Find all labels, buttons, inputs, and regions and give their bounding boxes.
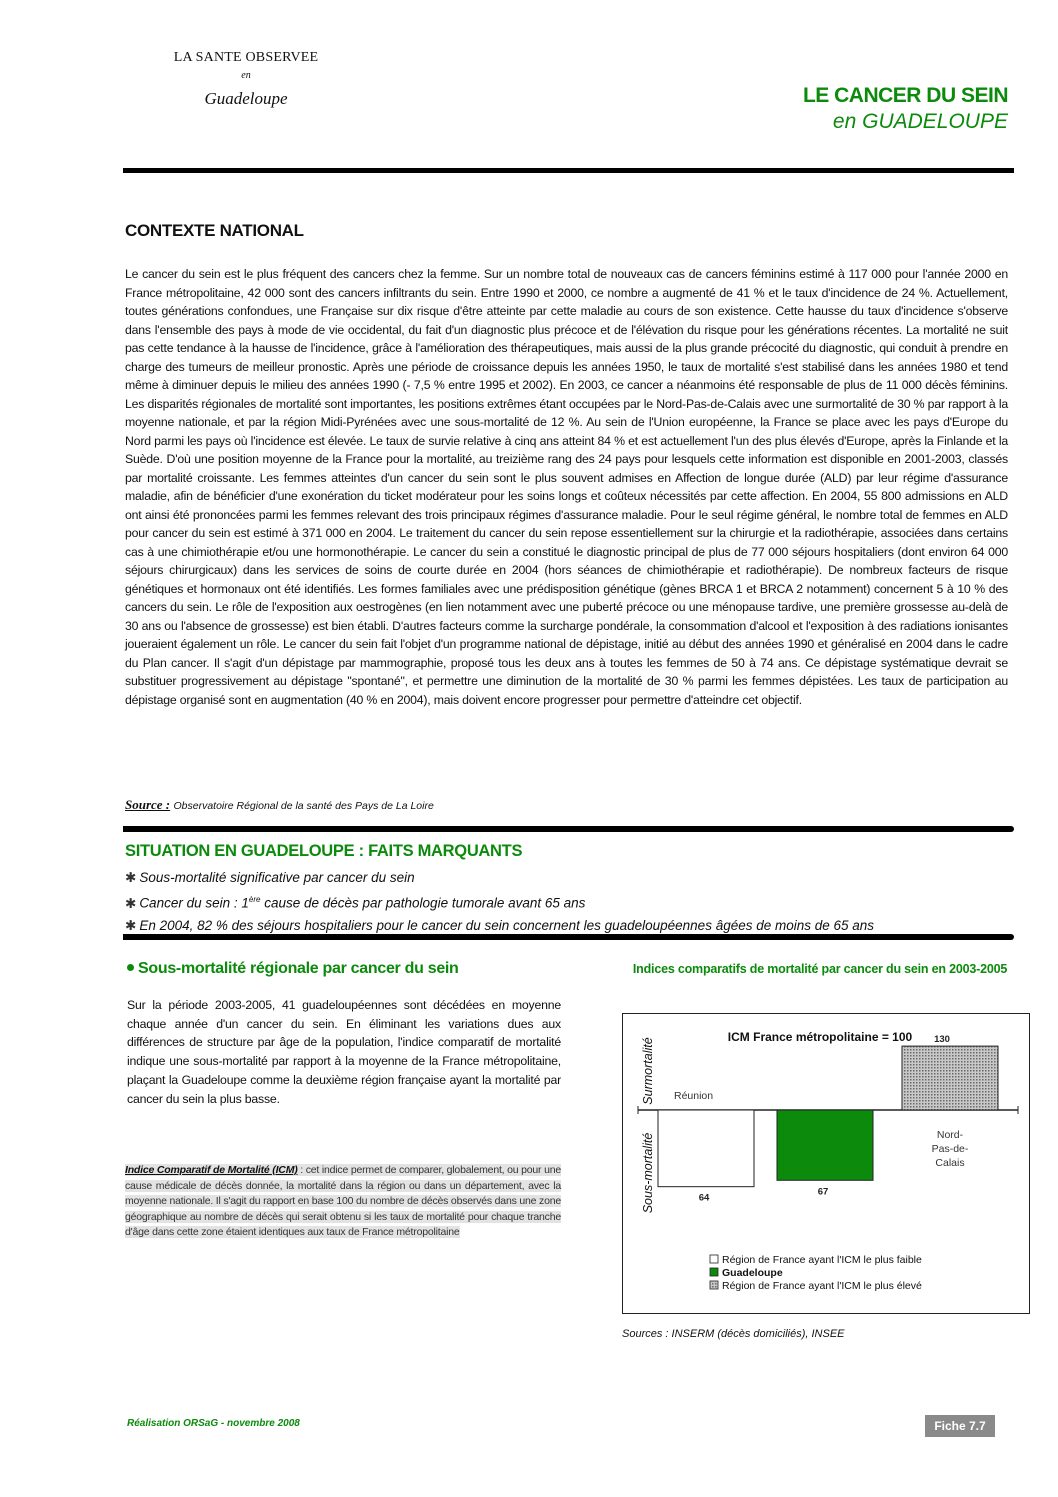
fiche-badge: Fiche 7.7 — [925, 1415, 995, 1437]
icm-term: Indice Comparatif de Mortalité (ICM) — [125, 1164, 298, 1176]
y-label-upper: Surmortalité — [641, 1037, 655, 1105]
fact-superscript: ère — [248, 895, 261, 904]
source-label: Source : — [125, 797, 171, 812]
source-line — [125, 797, 434, 813]
fact-text: En 2004, 82 % des séjours hospitaliers pour le cancer du sein concernent les guadeloupéennes âgées de moins de 65 ans — [139, 917, 875, 933]
legend-swatch — [710, 1281, 718, 1289]
fact-text: Sous-mortalité significative par cancer du sein — [139, 870, 415, 885]
section-divider — [123, 826, 1014, 832]
logo-line1: LA SANTE OBSERVEE — [173, 50, 319, 65]
value-label: 67 — [817, 1186, 829, 1198]
legend-label: Guadeloupe — [722, 1267, 783, 1279]
section-divider — [123, 934, 1014, 940]
bar-guadeloupe — [777, 1110, 873, 1180]
section-heading-national: CONTEXTE NATIONAL — [125, 221, 304, 240]
bullet-icon: ✱ — [125, 917, 137, 933]
top-divider — [123, 168, 1014, 173]
fact-text: cause de décès par pathologie tumorale avant 65 ans — [260, 895, 586, 911]
section-heading-sous-mortalite — [127, 960, 459, 978]
chart-title: Indices comparatifs de mortalité par cancer du sein en 2003-2005 — [632, 962, 1008, 976]
category-label: Calais — [935, 1157, 965, 1169]
reference-label: ICM France métropolitaine = 100 — [727, 1030, 913, 1044]
legend-swatch — [710, 1255, 718, 1263]
icm-body: : cet indice permet de comparer, globalement, ou pour une cause médicale de décès donnée, la mortalité dans la région ou dans un département, avec la moyenne nationale. Il s'agit du rapport en base 100 du nombre de décès observés dans une zone géographique au nombre de décès qui serait obtenu si les taux de mortalité pour chaque tranche d'âge dans cette zone étaient identiques aux taux de France métropolitaine — [125, 1164, 561, 1238]
legend-label: Région de France ayant l'ICM le plus élevé — [722, 1280, 922, 1292]
logo-line3: Guadeloupe — [204, 89, 288, 108]
section-heading-situation: SITUATION EN GUADELOUPE : FAITS MARQUANTS — [125, 842, 523, 860]
icm-definition-text — [125, 1164, 561, 1238]
document-title-line2: en GUADELOUPE — [832, 110, 1008, 133]
bullet-icon — [127, 964, 134, 971]
sources-note: Sources : INSERM (décès domiciliés), INSEE — [622, 1328, 845, 1340]
logo — [166, 50, 326, 109]
fact-item — [125, 889, 874, 915]
category-label: Réunion — [674, 1090, 714, 1102]
footer-credit: Réalisation ORSaG - novembre 2008 — [127, 1418, 300, 1429]
fact-text: Cancer du sein : 1 — [139, 895, 249, 911]
value-label: 64 — [698, 1192, 710, 1204]
category-label: Nord- — [936, 1129, 964, 1141]
source-text: Observatoire Régional de la santé des Pays de La Loire — [173, 800, 434, 812]
bar-nord-pas-de-calais — [902, 1046, 998, 1110]
category-label: Pas-de- — [931, 1143, 969, 1155]
icm-definition — [125, 1163, 561, 1241]
document-title-line1: LE CANCER DU SEIN — [802, 84, 1008, 107]
heading-text: Sous-mortalité régionale par cancer du sein — [138, 960, 459, 977]
document-title — [803, 84, 1008, 134]
y-label-lower: Sous-mortalité — [641, 1132, 655, 1214]
fact-item — [125, 867, 874, 889]
icm-bar-chart — [622, 1013, 1030, 1314]
value-label: 130 — [934, 1034, 950, 1046]
national-context-paragraph: Le cancer du sein est le plus fréquent des cancers chez la femme. Sur un nombre total de nouveaux cas de cancers féminins estimé à 117 000 pour l'année 2000 en France métropolitaine, 42 000 sont des cancers infiltrants du sein. Entre 1990 et 2000, ce nombre a augmenté de 41 % et le taux d'incidence de 24 %. Actuellement, toutes générations confondues, une Française sur dix risque d'être atteinte par cette maladie au cours de son existence. Cette hausse du taux d'incidence s'observe dans l'ensemble des pays à mode de vie occidental, du fait d'un diagnostic plus précoce et de l'élévation du risque pour les générations récentes. La mortalité ne suit pas cette tendance à la hausse de l'incidence, grâce à l'amélioration des thérapeutiques, mais aussi de la plus grande précocité du diagnostic, qui conduit à prendre en charge des tumeurs de meilleur pronostic. Après une période de croissance depuis les années 1950, le taux de mortalité s'est stabilisé dans les années 1980 et tend même à diminuer depuis le milieu des années 1990 (- 7,5 % entre 1995 et 2002). En 2003, ce cancer a néanmoins été responsable de plus de 11 000 décès féminins. Les disparités régionales de mortalité sont importantes, les positions extrêmes étant occupées par le Nord-Pas-de-Calais avec une surmortalité de 30 % par rapport à la moyenne nationale, et par la région Midi-Pyrénées avec une sous-mortalité de 12 %. Au sein de l'Union européenne, la France se place avec les pays d'Europe du Nord parmi les pays où l'incidence est élevée. Le taux de survie relative à cinq ans atteint 84 % et est actuellement l'un des plus élevés d'Europe, après la Finlande et la Suède. D'où une position moyenne de la France pour la mortalité, au treizième rang des 24 pays pour lesquels cette information est disponible en 2001-2003, classés par mortalité croissante. Les femmes atteintes d'un cancer du sein sont le plus souvent admises en Affection de longue durée (ALD) par leur régime d'assurance maladie, afin de bénéficier d'une exonération du ticket modérateur pour les soins longs et coûteux nécessités par cette affection. En 2004, 55 800 admissions en ALD ont ainsi été prononcées parmi les femmes relevant des trois principaux régimes d'assurance maladie. Pour le seul régime général, le nombre total de femmes en ALD pour cancer du sein est estimé à 371 000 en 2004. Le traitement du cancer du sein repose essentiellement sur la chirurgie et la radiothérapie, associées dans certains cas à une chimiothérapie et/ou une hormonothérapie. Le cancer du sein a constitué le diagnostic principal de plus de 77 000 séjours hospitaliers (dont environ 64 000 séjours chirurgicaux) dans les services de soins de courte durée en 2004 (hors séances de chimiothérapie et radiothérapie). De nombreux facteurs de risque génétiques et hormonaux ont été identifiés. Les formes familiales avec une prédisposition génétique (gènes BRCA 1 et BRCA 2 notamment) concernent 5 à 10 % des cancers du sein. Le rôle de l'exposition aux oestrogènes (en lien notamment avec une puberté précoce ou une ménopause tardive, une première grossesse au-delà de 30 ans ou l'absence de grossesse) est bien établi. D'autres facteurs comme la surcharge pondérale, la consommation d'alcool et l'exposition à des radiations ionisantes joueraient également un rôle. Le cancer du sein fait l'objet d'un programme national de dépistage, initié au début des années 1990 et généralisé en 2004 dans le cadre du Plan cancer. Il s'agit d'un dépistage par mammographie, proposé tous les deux ans à toutes les femmes de 50 à 74 ans. Ce dépistage systématique devrait se substituer progressivement au dépistage "spontané", et permettre une diminution de la mortalité de 30 % parmi les femmes dépistées. Les taux de participation au dépistage organisé sont en augmentation (40 % en 2004), mais doivent encore progresser pour permettre d'atteindre cet objectif. — [125, 267, 1008, 707]
bullet-icon: ✱ — [125, 895, 137, 911]
bullet-icon: ✱ — [125, 870, 137, 885]
key-facts-list — [125, 867, 874, 937]
bar-r-union — [658, 1110, 754, 1187]
sous-mortalite-paragraph: Sur la période 2003-2005, 41 guadeloupéennes sont décédées en moyenne chaque année d'un cancer du sein. En éliminant les variations dues aux différences de structure par âge de la population, l'indice comparatif de mortalité indique une sous-mortalité par rapport à la moyenne de la France métropolitaine, plaçant la Guadeloupe comme la deuxième région française ayant la mortalité par cancer du sein la plus basse. — [127, 998, 561, 1106]
legend-label: Région de France ayant l'ICM le plus faible — [722, 1254, 922, 1266]
legend-swatch — [710, 1268, 718, 1276]
logo-line2: en — [241, 70, 251, 81]
